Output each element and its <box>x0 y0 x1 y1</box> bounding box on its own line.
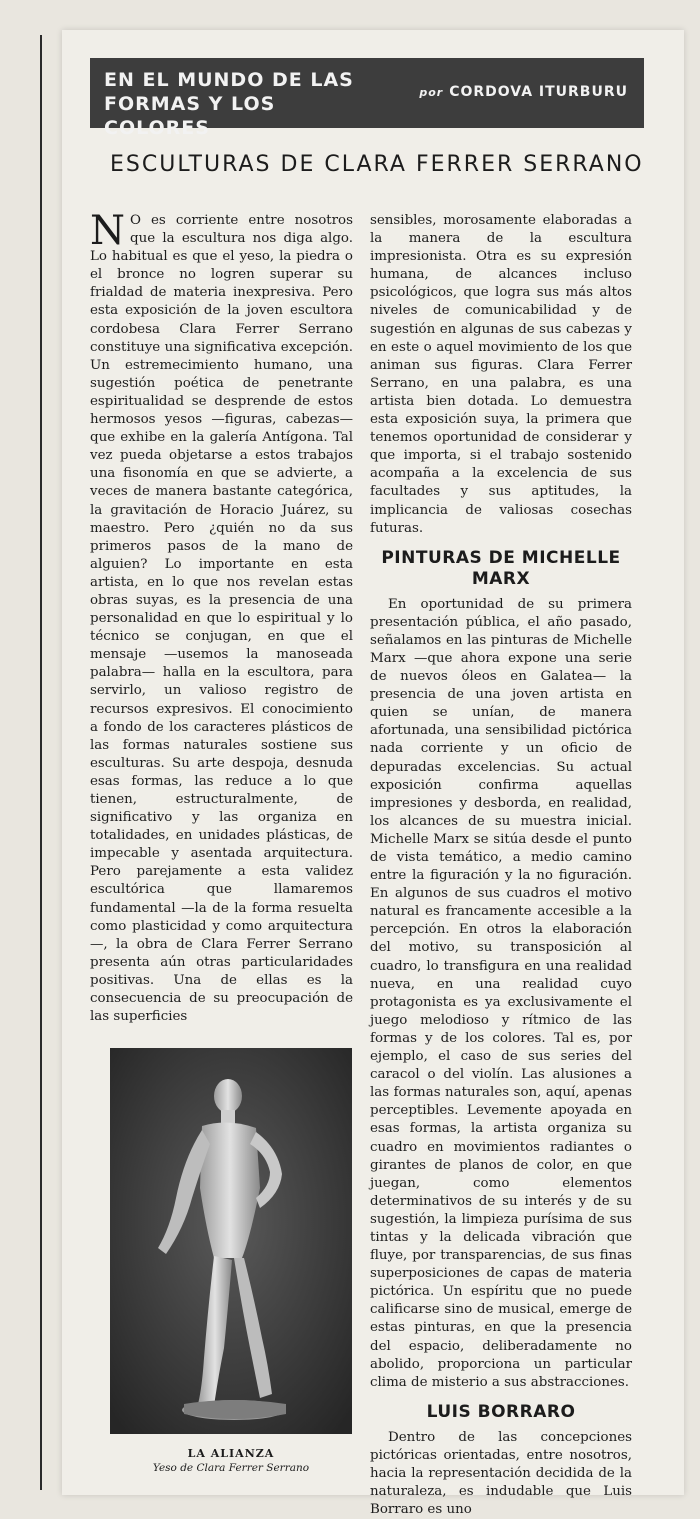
banner-author-name: CORDOVA ITURBURU <box>449 84 628 100</box>
banner-por: por <box>419 86 444 99</box>
drop-cap: N <box>90 208 125 254</box>
banner-author <box>419 84 628 100</box>
section-title-luis-borraro: LUIS BORRARO <box>426 1401 576 1422</box>
article-right-text: sensibles, morosamente elaboradas a la manera de la escultura impresionista. Otra es su expresión humana, de alcances incluso psicológicos, que logra sus más altos niveles de comunicabilidad y de sugestión en algunas de sus cabezas y en este o aquel movimiento de los que animan sus figuras. Clara Ferrer Serrano, en una palabra, es una artista bien dotada. Lo demuestra esta exposición suya, la primera que tenemos oportunidad de considerar y que importa, si el trabajo sostenido acompaña a la excelencia de sus facultades y sus aptitudes, la implicancia de valiosas cosechas futuras. <box>370 213 632 536</box>
photo-caption-title: LA ALIANZA <box>187 1447 275 1460</box>
article-paragraph-1 <box>90 208 353 1026</box>
article-title: ESCULTURAS DE CLARA FERRER SERRANO <box>110 152 644 177</box>
banner-title: EN EL MUNDO DE LAS FORMAS Y LOS COLORES <box>104 69 354 139</box>
sculpture-figure-image <box>110 1048 352 1434</box>
section-luis-borraro-text: Dentro de las concepciones pictóricas orientadas, entre nosotros, hacia la representación decidida de la naturaleza, es indudable que Luis Borraro es uno <box>370 1429 632 1518</box>
section-title-michelle-marx: PINTURAS DE MICHELLE MARX <box>381 547 621 589</box>
article-left-text: O es corriente entre nosotros que la escultura nos diga algo. Lo habitual es que el yeso, la piedra o el bronce no logren superar su frialdad de materia inexpresiva. Pero esta exposición de la joven escultora cordobesa Clara Ferrer Serrano constituye una significativa excepción. Un estremecimiento humano, una sugestión poética de penetrante espiritualidad se desprende de estos hermosos yesos —figuras, cabezas— que exhibe en la galería Antígona. Tal vez pueda objetarse a estos trabajos una fisonomía en que se advierte, a veces de manera bastante categórica, la gravitación de Horacio Juárez, su maestro. Pero ¿quién no da sus primeros pasos de la mano de alguien? Lo importante en esta artista, en lo que nos revelan estas obras suyas, es la presencia de una personalidad en que lo espiritual y lo técnico se conjugan, en que el mensaje —usemos la manoseada palabra— halla en la escultora, para servirlo, un valioso registro de recursos expresivos. El conocimiento a fondo de los caracteres plásticos de las formas naturales sostiene sus esculturas. Su arte despoja, desnuda esas formas, las reduce a lo que tienen, estructuralmente, de significativo y las organiza en totalidades, en unidades plásticas, de impecable y asentada arquitectura. Pero parejamente a esta validez escultórica que llamaremos fundamental —la de la forma resuelta como plasticidad y como arquitectura—, la obra de Clara Ferrer Serrano presenta aún otras particularidades positivas. Una de ellas es la consecuencia de su preocupación de las superficies <box>90 213 353 1025</box>
sculpture-photo <box>110 1048 352 1434</box>
left-column <box>90 208 353 1026</box>
section-michelle-marx-text: En oportunidad de su primera presentación pública, el año pasado, señalamos en las pinturas de Michelle Marx —que ahora expone una serie de nuevos óleos en Galatea— la presencia de una joven artista en quien se unían, de manera afortunada, una sensibilidad pictórica nada corriente y un oficio de depuradas excelencias. Su actual exposición confirma aquellas impresiones y desborda, en realidad, los alcances de su muestra inicial. Michelle Marx se sitúa desde el punto de vista temático, a medio camino entre la figuración y la no figuración. En algunos de sus cuadros el motivo natural es francamente accesible a la percepción. En otros la elaboración del motivo, su transposición al cuadro, lo transfigura en una realidad nueva, en una realidad cuyo protagonista es ya exclusivamente el juego melodioso y rítmico de las formas y de los colores. Tal es, por ejemplo, el caso de sus series del caracol o del violín. Las alusiones a las formas naturales son, aquí, apenas perceptibles. Levemente apoyada en esas formas, la artista organiza su cuadro en movimientos radiantes o girantes de planos de color, en que juegan, como elementos determinativos de su interés y de su sugestión, la limpieza purísima de sus tintas y la delicada vibración que fluye, por transparencias, de sus finas superposiciones de capas de materia pictórica. Un espíritu que no puede calificarse sino de musical, emerge de estas pinturas, en que la presencia del espacio, deliberadamente no abolido, proporciona un particular clima de misterio a sus abstracciones. <box>370 596 632 1390</box>
column-banner <box>90 58 644 139</box>
photo-caption-subtitle: Yeso de Clara Ferrer Serrano <box>152 1462 310 1474</box>
left-margin-rule <box>40 35 42 1490</box>
right-column <box>370 212 632 1519</box>
